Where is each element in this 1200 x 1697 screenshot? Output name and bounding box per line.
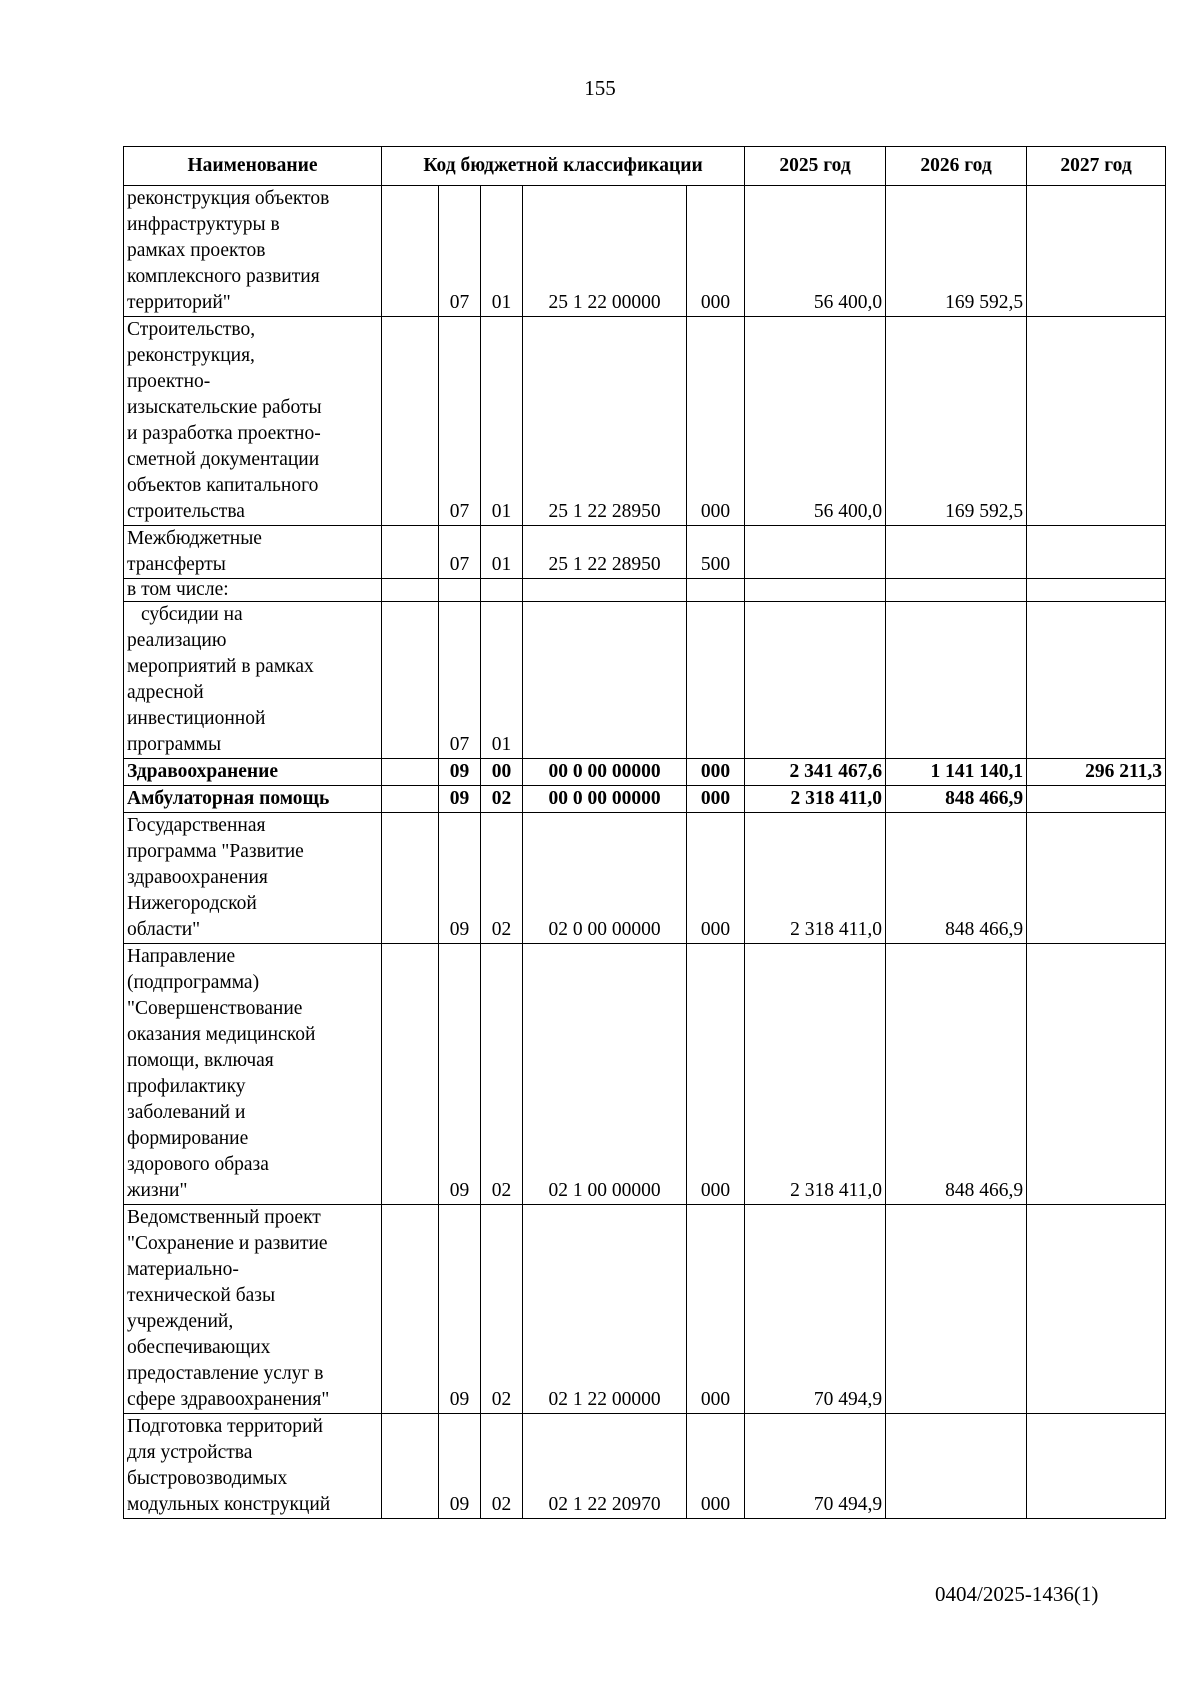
cell-target-article: 00 0 00 00000 [523, 786, 687, 813]
cell-target-article: 25 1 22 00000 [523, 186, 687, 317]
cell-subsection [481, 579, 523, 602]
cell-expense-type: 500 [687, 526, 745, 579]
cell-2025: 2 318 411,0 [745, 944, 886, 1205]
cell-section: 09 [439, 786, 481, 813]
header-2026: 2026 год [886, 147, 1027, 186]
cell-expense-type: 000 [687, 759, 745, 786]
cell-2027 [1027, 1414, 1166, 1519]
cell-name-line: Подготовка территорий [127, 1416, 323, 1437]
cell-name-line: здорового образа [127, 1154, 269, 1175]
cell-2027 [1027, 944, 1166, 1205]
cell-2025 [745, 526, 886, 579]
cell-2027 [1027, 813, 1166, 944]
cell-expense-type: 000 [687, 186, 745, 317]
cell-expense-type [687, 602, 745, 759]
budget-table [123, 146, 1166, 1519]
cell-name-line: области" [127, 919, 201, 940]
cell-name-line: заболеваний и [127, 1102, 246, 1123]
cell-name-line: программы [127, 734, 222, 755]
cell-name-line: быстровозводимых [127, 1468, 288, 1489]
cell-2026: 848 466,9 [886, 813, 1027, 944]
table-row [124, 944, 1166, 1205]
cell-name-line: предоставление услуг в [127, 1363, 324, 1384]
cell-name-line: формирование [127, 1128, 249, 1149]
table-row [124, 186, 1166, 317]
cell-name-line: и разработка проектно- [127, 423, 321, 444]
cell-2027 [1027, 602, 1166, 759]
cell-2026 [886, 602, 1027, 759]
header-code: Код бюджетной классификации [382, 147, 745, 186]
cell-expense-type: 000 [687, 1414, 745, 1519]
cell-ved [382, 759, 439, 786]
cell-target-article [523, 602, 687, 759]
cell-name-line: (подпрограмма) [127, 972, 260, 993]
cell-2027 [1027, 526, 1166, 579]
cell-name [124, 1205, 382, 1414]
cell-2026: 848 466,9 [886, 944, 1027, 1205]
cell-section: 07 [439, 317, 481, 526]
cell-2025: 2 318 411,0 [745, 813, 886, 944]
cell-subsection: 00 [481, 759, 523, 786]
cell-name [124, 317, 382, 526]
cell-name-line: "Совершенствование [127, 998, 303, 1019]
table-row [124, 579, 1166, 602]
cell-name-line: сфере здравоохранения" [127, 1389, 330, 1410]
cell-name-line: профилактику [127, 1076, 246, 1097]
cell-subsection: 02 [481, 1205, 523, 1414]
cell-2026 [886, 526, 1027, 579]
cell-name-line: субсидии на [141, 604, 243, 625]
cell-name-line: территорий" [127, 292, 231, 313]
cell-name [124, 813, 382, 944]
cell-name-line: строительства [127, 501, 245, 522]
header-name: Наименование [124, 147, 382, 186]
cell-section: 07 [439, 186, 481, 317]
cell-expense-type: 000 [687, 813, 745, 944]
cell-name-line: помощи, включая [127, 1050, 274, 1071]
cell-name [124, 602, 382, 759]
cell-subsection: 02 [481, 1414, 523, 1519]
document-code: 0404/2025-1436(1) [935, 1582, 1099, 1606]
cell-subsection: 02 [481, 813, 523, 944]
cell-2025: 2 318 411,0 [745, 786, 886, 813]
cell-target-article: 25 1 22 28950 [523, 317, 687, 526]
cell-2027 [1027, 317, 1166, 526]
cell-name-line: Ведомственный проект [127, 1207, 321, 1228]
cell-name-line: рамках проектов [127, 240, 266, 261]
cell-name-line: инвестиционной [127, 708, 266, 729]
cell-name [124, 944, 382, 1205]
cell-2027 [1027, 1205, 1166, 1414]
cell-ved [382, 1414, 439, 1519]
cell-name-line: Государственная [127, 815, 266, 836]
cell-ved [382, 944, 439, 1205]
table-row [124, 1414, 1166, 1519]
cell-ved [382, 1205, 439, 1414]
cell-name-line: реконструкция, [127, 345, 255, 366]
cell-expense-type: 000 [687, 944, 745, 1205]
cell-expense-type: 000 [687, 317, 745, 526]
cell-name-line: трансферты [127, 554, 226, 575]
cell-subsection: 01 [481, 317, 523, 526]
cell-name [124, 186, 382, 317]
cell-2025 [745, 602, 886, 759]
cell-name-line: мероприятий в рамках [127, 656, 314, 677]
cell-name-line: для устройства [127, 1442, 253, 1463]
cell-name [124, 1414, 382, 1519]
table-row [124, 759, 1166, 786]
cell-ved [382, 602, 439, 759]
cell-target-article [523, 579, 687, 602]
cell-name-line: Нижегородской [127, 893, 257, 914]
cell-2025: 2 341 467,6 [745, 759, 886, 786]
cell-name-line: инфраструктуры в [127, 214, 280, 235]
cell-name-line: технической базы [127, 1285, 276, 1306]
cell-subsection: 02 [481, 944, 523, 1205]
table-row [124, 813, 1166, 944]
cell-name-line: в том числе: [127, 579, 229, 600]
cell-subsection: 01 [481, 186, 523, 317]
cell-name [124, 579, 382, 602]
cell-subsection: 01 [481, 602, 523, 759]
cell-2027 [1027, 186, 1166, 317]
cell-name-line: обеспечивающих [127, 1337, 271, 1358]
cell-2025 [745, 579, 886, 602]
cell-ved [382, 813, 439, 944]
cell-name [124, 759, 382, 786]
cell-name [124, 786, 382, 813]
cell-name-line: учреждений, [127, 1311, 234, 1332]
cell-name-line: жизни" [127, 1180, 188, 1201]
header-2027: 2027 год [1027, 147, 1166, 186]
cell-name-line: Строительство, [127, 319, 256, 340]
cell-name-line: реконструкция объектов [127, 188, 330, 209]
cell-name-line: проектно- [127, 371, 211, 392]
table-row [124, 1205, 1166, 1414]
cell-target-article: 02 1 22 20970 [523, 1414, 687, 1519]
cell-section: 09 [439, 944, 481, 1205]
cell-target-article: 25 1 22 28950 [523, 526, 687, 579]
cell-section: 09 [439, 759, 481, 786]
table-header-row [124, 147, 1166, 186]
cell-ved [382, 579, 439, 602]
header-2025: 2025 год [745, 147, 886, 186]
cell-2026 [886, 1414, 1027, 1519]
cell-2026 [886, 1205, 1027, 1414]
cell-section: 07 [439, 526, 481, 579]
cell-2025: 56 400,0 [745, 186, 886, 317]
cell-name-line: Направление [127, 946, 236, 967]
cell-section: 09 [439, 1414, 481, 1519]
cell-ved [382, 526, 439, 579]
table-row [124, 602, 1166, 759]
cell-target-article: 02 1 00 00000 [523, 944, 687, 1205]
cell-name-line: изыскательские работы [127, 397, 322, 418]
cell-2025: 70 494,9 [745, 1205, 886, 1414]
cell-target-article: 02 0 00 00000 [523, 813, 687, 944]
cell-section: 07 [439, 602, 481, 759]
cell-subsection: 01 [481, 526, 523, 579]
cell-2025: 56 400,0 [745, 317, 886, 526]
cell-2027 [1027, 786, 1166, 813]
cell-name-line: объектов капитального [127, 475, 319, 496]
table-body [124, 186, 1166, 1519]
cell-section: 09 [439, 813, 481, 944]
cell-name-line: комплексного развития [127, 266, 320, 287]
cell-ved [382, 317, 439, 526]
cell-2025: 70 494,9 [745, 1414, 886, 1519]
table-row [124, 317, 1166, 526]
cell-name-line: адресной [127, 682, 204, 703]
cell-2027: 296 211,3 [1027, 759, 1166, 786]
cell-subsection: 02 [481, 786, 523, 813]
cell-expense-type: 000 [687, 1205, 745, 1414]
cell-expense-type [687, 579, 745, 602]
cell-name-line: модульных конструкций [127, 1494, 331, 1515]
cell-name-line: здравоохранения [127, 867, 268, 888]
cell-name-line: Межбюджетные [127, 528, 262, 549]
page-number: 155 [584, 76, 616, 100]
cell-target-article: 00 0 00 00000 [523, 759, 687, 786]
cell-ved [382, 786, 439, 813]
cell-expense-type: 000 [687, 786, 745, 813]
cell-section: 09 [439, 1205, 481, 1414]
cell-name-line: Амбулаторная помощь [127, 788, 330, 809]
cell-name-line: Здравоохранение [127, 761, 279, 782]
cell-section [439, 579, 481, 602]
cell-ved [382, 186, 439, 317]
cell-name-line: программа "Развитие [127, 841, 304, 862]
cell-name-line: "Сохранение и развитие [127, 1233, 328, 1254]
cell-2026: 848 466,9 [886, 786, 1027, 813]
table-row [124, 526, 1166, 579]
table-row [124, 786, 1166, 813]
cell-2026: 169 592,5 [886, 186, 1027, 317]
cell-2026 [886, 579, 1027, 602]
cell-name-line: оказания медицинской [127, 1024, 316, 1045]
cell-name-line: сметной документации [127, 449, 320, 470]
cell-2026: 169 592,5 [886, 317, 1027, 526]
cell-target-article: 02 1 22 00000 [523, 1205, 687, 1414]
cell-2027 [1027, 579, 1166, 602]
cell-name-line: материально- [127, 1259, 239, 1280]
cell-name-line: реализацию [127, 630, 227, 651]
cell-2026: 1 141 140,1 [886, 759, 1027, 786]
cell-name [124, 526, 382, 579]
